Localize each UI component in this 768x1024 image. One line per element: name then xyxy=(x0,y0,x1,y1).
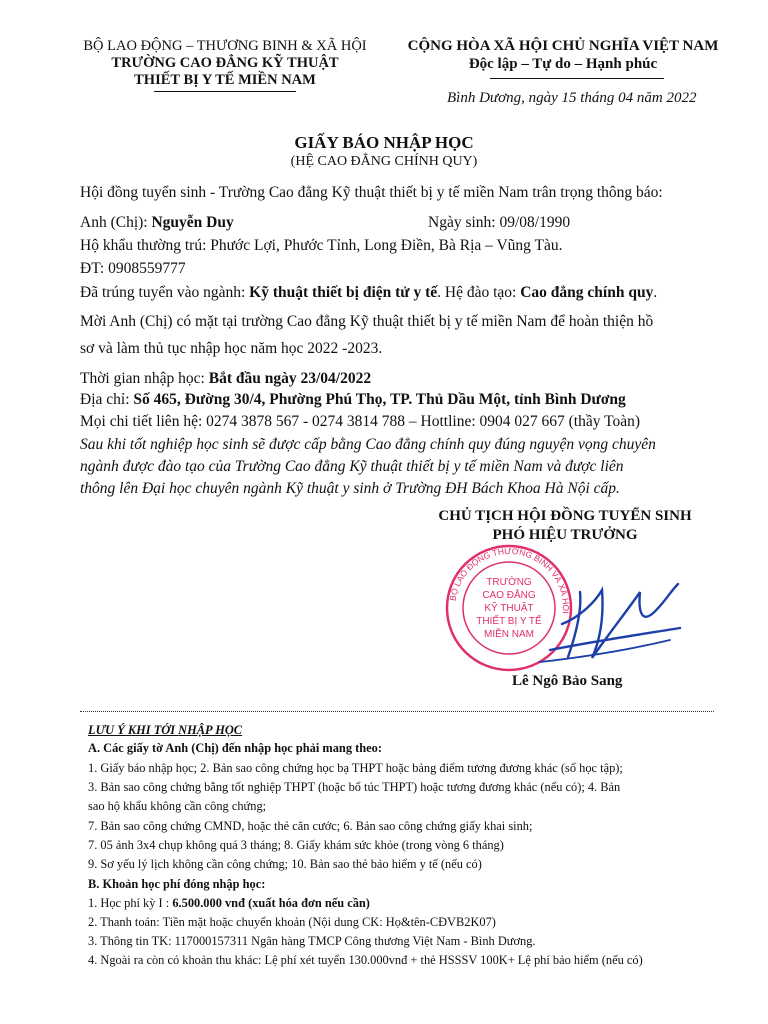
tuition-amount: 6.500.000 vnđ (xuất hóa đơn nếu cần) xyxy=(172,896,370,910)
signer-title1: CHỦ TỊCH HỘI ĐỒNG TUYỂN SINH xyxy=(438,508,692,524)
section-divider xyxy=(80,711,714,712)
school-address: Số 465, Đường 30/4, Phường Phú Thọ, TP. Thủ Dầu Một, tỉnh Bình Dương xyxy=(133,391,626,408)
seal-text-5: MIỀN NAM xyxy=(484,629,534,640)
section-a-item5: 7. 05 ảnh 3x4 chụp không quá 3 tháng; 8. Giấy khám sức khỏe (trong vòng 6 tháng) xyxy=(88,838,504,852)
issue-date: Bình Dương, ngày 15 tháng 04 năm 2022 xyxy=(447,90,697,106)
seal-text-2: CAO ĐẲNG xyxy=(482,590,536,601)
graduation-note-line1: Sau khi tốt nghiệp học sinh sẽ được cấp bằng Cao đẳng chính quy đúng nguyện vọng chuyên xyxy=(80,436,656,453)
major-name: Kỹ thuật thiết bị điện tử y tế xyxy=(249,284,438,301)
enrollment-time-line xyxy=(80,370,371,388)
section-a-item4: 7. Bản sao công chứng CMND, hoặc thẻ căn cước; 6. Bản sao công chứng giấy khai sinh; xyxy=(88,819,533,833)
page-subtitle: (HỆ CAO ĐẲNG CHÍNH QUY) xyxy=(290,154,478,169)
seal-text-1: TRƯỜNG xyxy=(486,577,532,588)
seal-text-4: THIẾT BỊ Y TẾ xyxy=(476,616,542,627)
intro-text: Hội đồng tuyển sinh - Trường Cao đẳng Kỹ thuật thiết bị y tế miền Nam trân trọng thông báo: xyxy=(80,184,663,201)
school-name-line2: THIẾT BỊ Y TẾ MIỀN NAM xyxy=(134,72,316,88)
enrollment-time-label: Thời gian nhập học: xyxy=(80,370,209,387)
section-a-heading: A. Các giấy tờ Anh (Chị) đến nhập học phải mang theo: xyxy=(88,741,382,755)
training-type-label: . Hệ đào tạo: xyxy=(437,284,521,301)
permanent-address: Hộ khẩu thường trú: Phước Lợi, Phước Tỉnh, Long Điền, Bà Rịa – Vũng Tàu. xyxy=(80,237,563,254)
student-name: Nguyễn Duy xyxy=(151,214,234,231)
tuition-label: 1. Học phí kỳ I : xyxy=(88,896,173,910)
student-name-label: Anh (Chị): xyxy=(80,214,152,231)
seal-text-3: KỸ THUẬT xyxy=(484,603,534,614)
phone-number: ĐT: 0908559777 xyxy=(80,260,186,277)
invitation-line1: Mời Anh (Chị) có mặt tại trường Cao đẳng Kỹ thuật thiết bị y tế miền Nam để hoàn thiện hồ xyxy=(80,313,654,330)
section-a-item2: 3. Bản sao công chứng bằng tốt nghiệp THPT (hoặc bổ túc THPT) hoặc tương đương khác (nếu có); 4. Bản xyxy=(88,780,621,794)
section-a-item3: sao hộ khẩu không cần công chứng; xyxy=(88,799,267,813)
graduation-note-line3: thông lên Đại học chuyên ngành Kỹ thuật y sinh ở Trường ĐH Bách Khoa Hà Nội cấp. xyxy=(80,480,620,497)
section-b-item4: 4. Ngoài ra còn có khoản thu khác: Lệ phí xét tuyển 130.000vnđ + thẻ HSSSV 100K+ Lệ phí bảo hiểm (nếu có) xyxy=(88,953,643,967)
country-name: CỘNG HÒA XÃ HỘI CHỦ NGHĨA VIỆT NAM xyxy=(407,38,719,54)
date-of-birth: Ngày sinh: 09/08/1990 xyxy=(428,214,571,231)
section-b-heading: B. Khoản học phí đóng nhập học: xyxy=(88,877,266,891)
signer-title2: PHÓ HIỆU TRƯỞNG xyxy=(492,527,638,543)
address-label: Địa chỉ: xyxy=(80,391,134,408)
section-a-item1: 1. Giấy báo nhập học; 2. Bản sao công chứng học bạ THPT hoặc bảng điểm tương đương khác (sổ học tập); xyxy=(88,761,623,775)
page-title: GIẤY BÁO NHẬP HỌC xyxy=(294,133,474,152)
motto: Độc lập – Tự do – Hạnh phúc xyxy=(468,56,658,72)
period: . xyxy=(653,284,658,301)
section-b-item3: 3. Thông tin TK: 117000157311 Ngân hàng TMCP Công thương Việt Nam - Bình Dương. xyxy=(88,934,536,948)
seal-ring-text: BỘ LAO ĐỘNG THƯƠNG BINH VÀ XÃ HỘI xyxy=(447,545,572,615)
header-right-underline xyxy=(490,78,664,79)
handwritten-signature xyxy=(520,562,690,672)
enrollment-time: Bắt đầu ngày 23/04/2022 xyxy=(208,370,372,387)
school-name-line1: TRƯỜNG CAO ĐẲNG KỸ THUẬT xyxy=(111,55,339,71)
student-name-line xyxy=(80,214,234,232)
section-b-item1 xyxy=(88,896,370,911)
training-type: Cao đẳng chính quy xyxy=(520,284,654,301)
ministry-name: BỘ LAO ĐỘNG – THƯƠNG BINH & XÃ HỘI xyxy=(83,38,367,54)
header-left-underline xyxy=(154,91,296,92)
notes-heading: LƯU Ý KHI TỚI NHẬP HỌC xyxy=(88,723,243,737)
contact-info: Mọi chi tiết liên hệ: 0274 3878 567 - 0274 3814 788 – Hottline: 0904 027 667 (thầy Toàn) xyxy=(80,413,641,430)
invitation-line2: sơ và làm thủ tục nhập học năm học 2022 -2023. xyxy=(80,340,383,357)
graduation-note-line2: ngành được đào tạo của Trường Cao đẳng Kỹ thuật thiết bị y tế miền Nam và được liên xyxy=(80,458,624,475)
address-line xyxy=(80,391,626,409)
admitted-major-line xyxy=(80,284,657,302)
signer-name: Lê Ngô Bảo Sang xyxy=(512,673,623,689)
section-b-item2: 2. Thanh toán: Tiền mặt hoặc chuyển khoản (Nội dung CK: Họ&tên-CĐVB2K07) xyxy=(88,915,496,929)
major-label: Đã trúng tuyển vào ngành: xyxy=(80,284,250,301)
section-a-item6: 9. Sơ yếu lý lịch không cần công chứng; 10. Bản sao thẻ bảo hiểm y tế (nếu có) xyxy=(88,857,482,871)
